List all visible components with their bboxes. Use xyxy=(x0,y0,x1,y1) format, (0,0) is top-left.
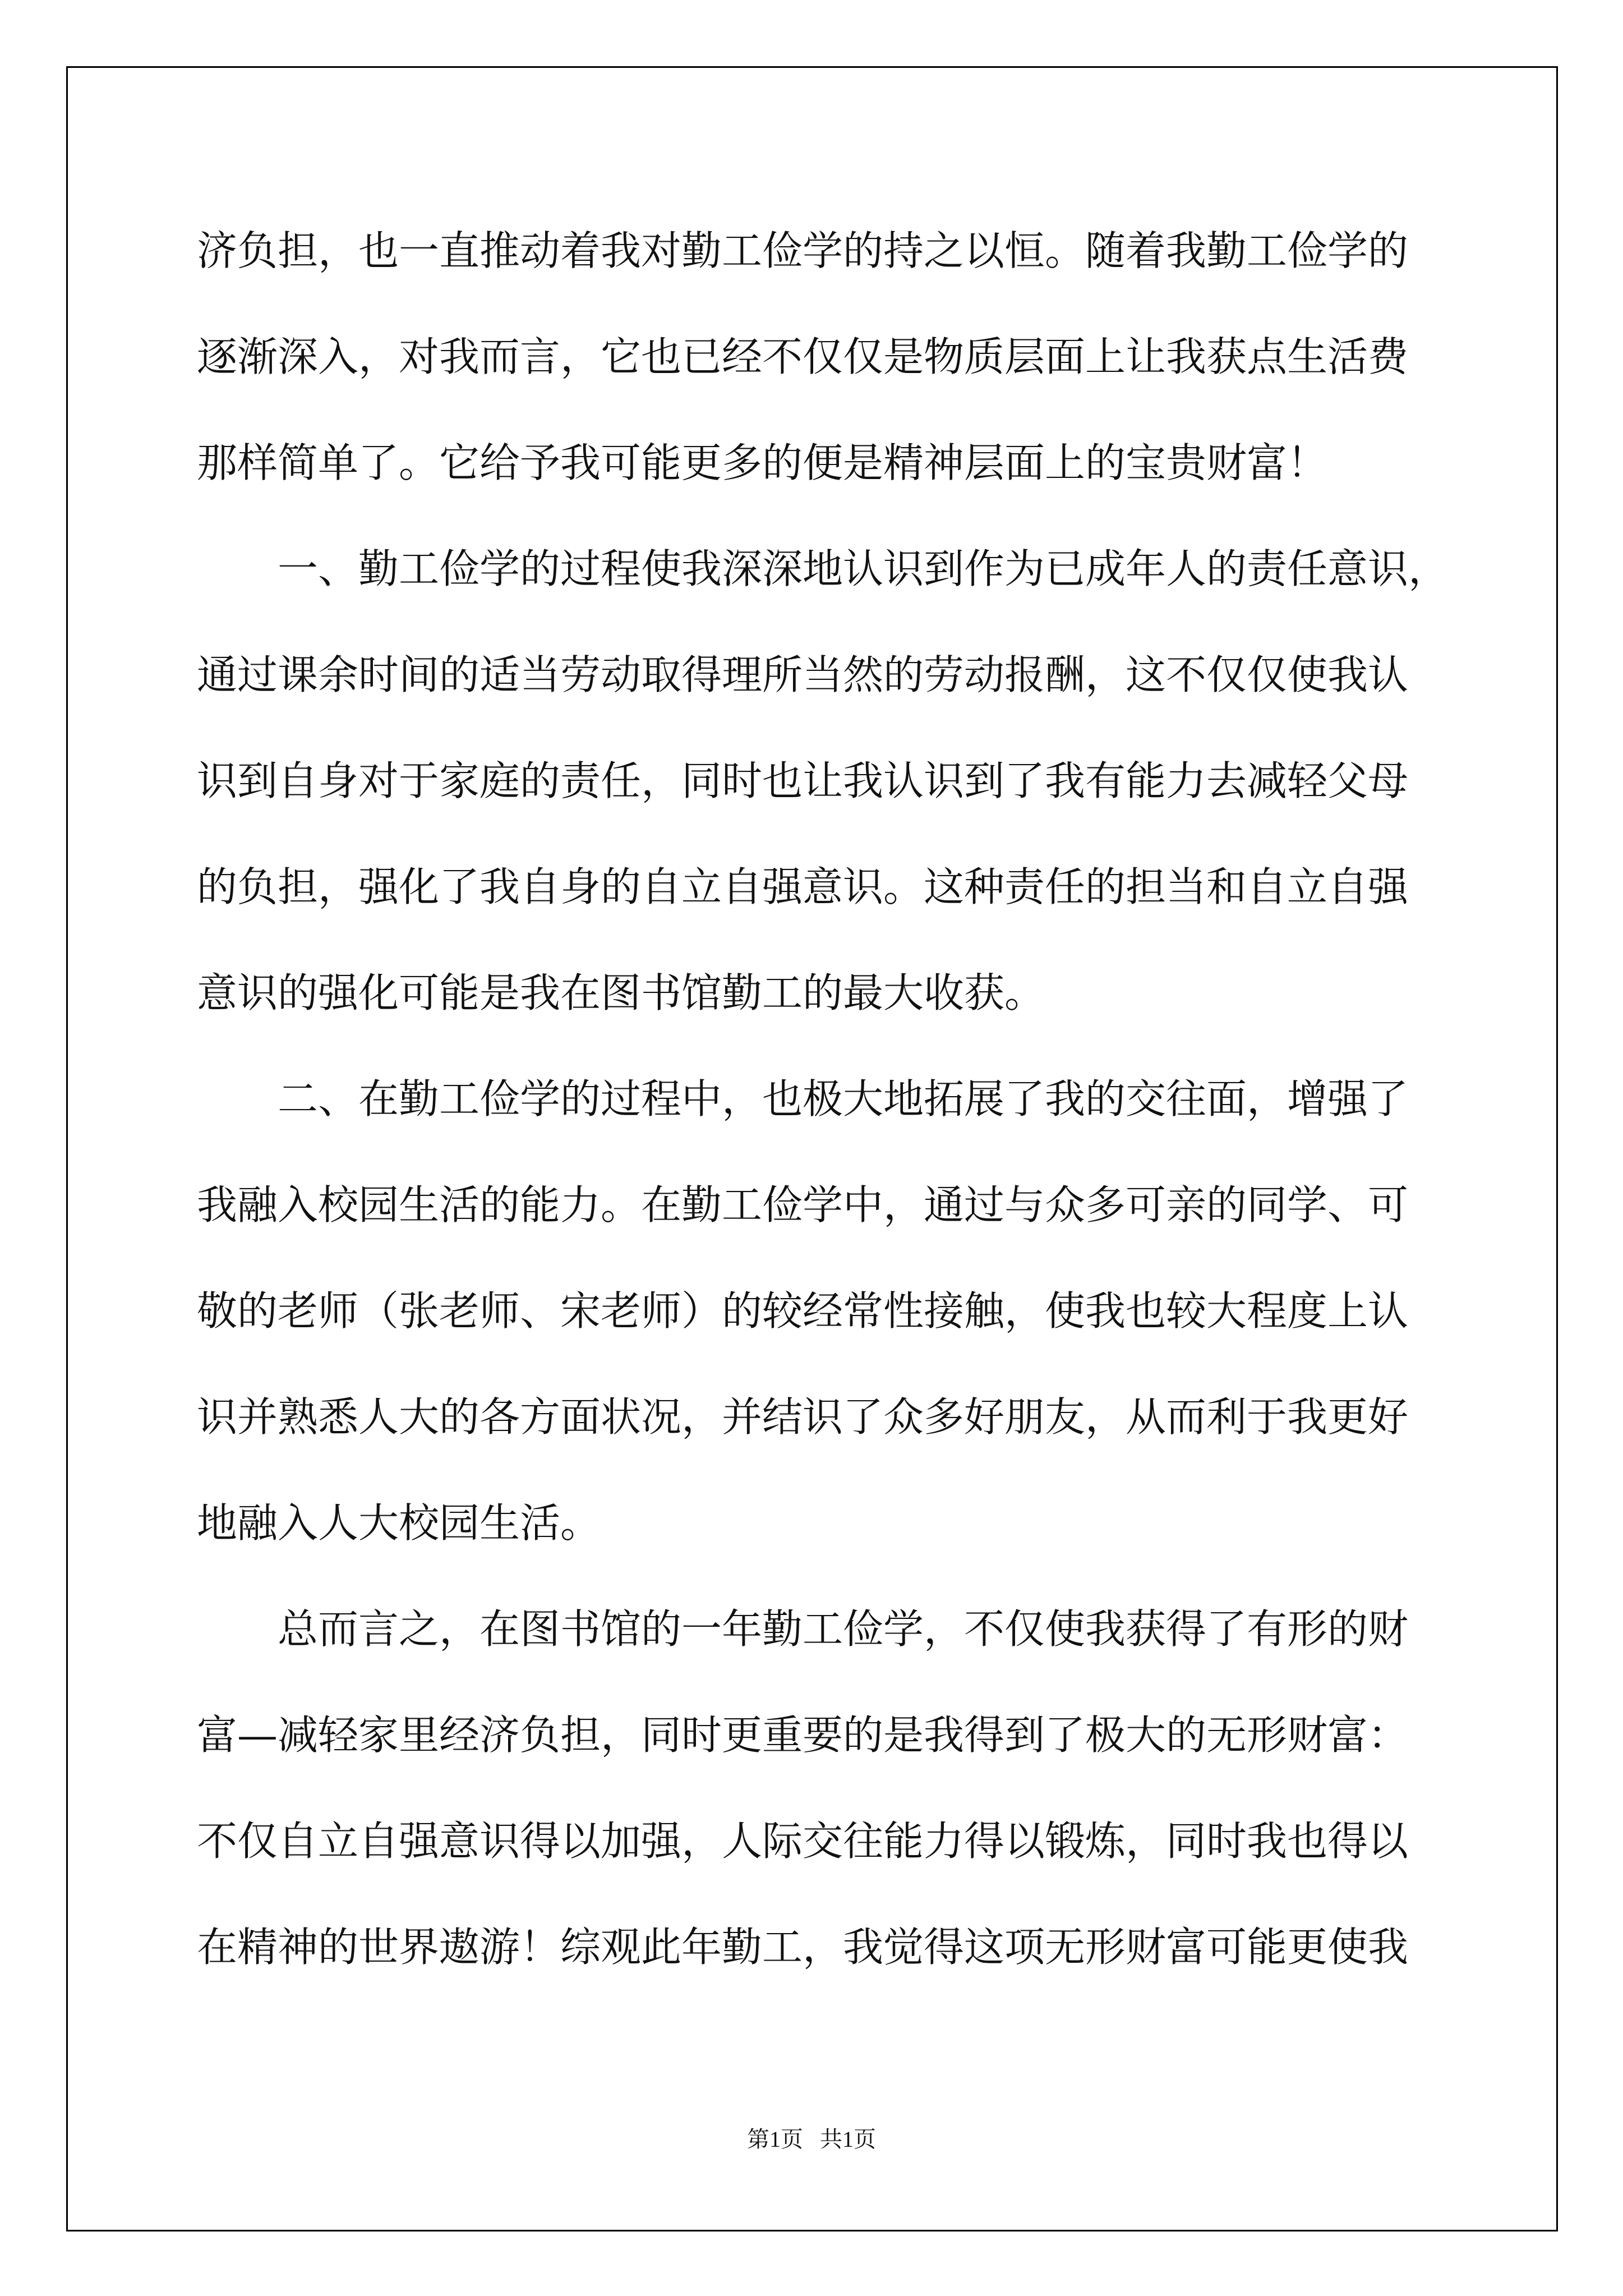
text-line: 敬的老师（张老师、宋老师）的较经常性接触，使我也较大程度上认 xyxy=(197,1287,1409,1335)
text-line: 通过课余时间的适当劳动取得理所当然的劳动报酬，这不仅仅使我认 xyxy=(197,651,1409,698)
text-line: 识并熟悉人大的各方面状况，并结识了众多好朋友，从而利于我更好 xyxy=(197,1393,1409,1441)
text-line: 识到自身对于家庭的责任，同时也让我认识到了我有能力去减轻父母 xyxy=(197,757,1409,804)
text-line: 不仅自立自强意识得以加强，人际交往能力得以锻炼，同时我也得以 xyxy=(197,1818,1409,1865)
text-line: 济负担，也一直推动着我对勤工俭学的持之以恒。随着我勤工俭学的 xyxy=(197,227,1409,274)
text-line: 意识的强化可能是我在图书馆勤工的最大收获。 xyxy=(197,969,1045,1016)
text-line: 我融入校园生活的能力。在勤工俭学中，通过与众多可亲的同学、可 xyxy=(197,1181,1409,1228)
text-line: 那样简单了。它给予我可能更多的便是精神层面上的宝贵财富！ xyxy=(197,439,1328,486)
paragraph-first-line: 总而言之，在图书馆的一年勤工俭学，不仅使我获得了有形的财 xyxy=(278,1605,1409,1653)
text-line: 的负担，强化了我自身的自立自强意识。这种责任的担当和自立自强 xyxy=(197,863,1409,910)
text-line: 地融入人大校园生活。 xyxy=(197,1499,601,1547)
text-line: 富—减轻家里经济负担，同时更重要的是我得到了极大的无形财富： xyxy=(197,1711,1409,1759)
text-line: 在精神的世界遨游！综观此年勤工，我觉得这项无形财富可能更使我 xyxy=(197,1924,1409,1971)
paragraph-first-line: 二、在勤工俭学的过程中，也极大地拓展了我的交往面，增强了 xyxy=(278,1075,1409,1122)
paragraph-first-line: 一、勤工俭学的过程使我深深地认识到作为已成年人的责任意识， xyxy=(278,545,1449,592)
page-number-footer: 第1页 共1页 xyxy=(747,2127,876,2152)
text-line: 逐渐深入，对我而言，它也已经不仅仅是物质层面上让我获点生活费 xyxy=(197,333,1409,380)
document-body xyxy=(197,222,1449,2024)
